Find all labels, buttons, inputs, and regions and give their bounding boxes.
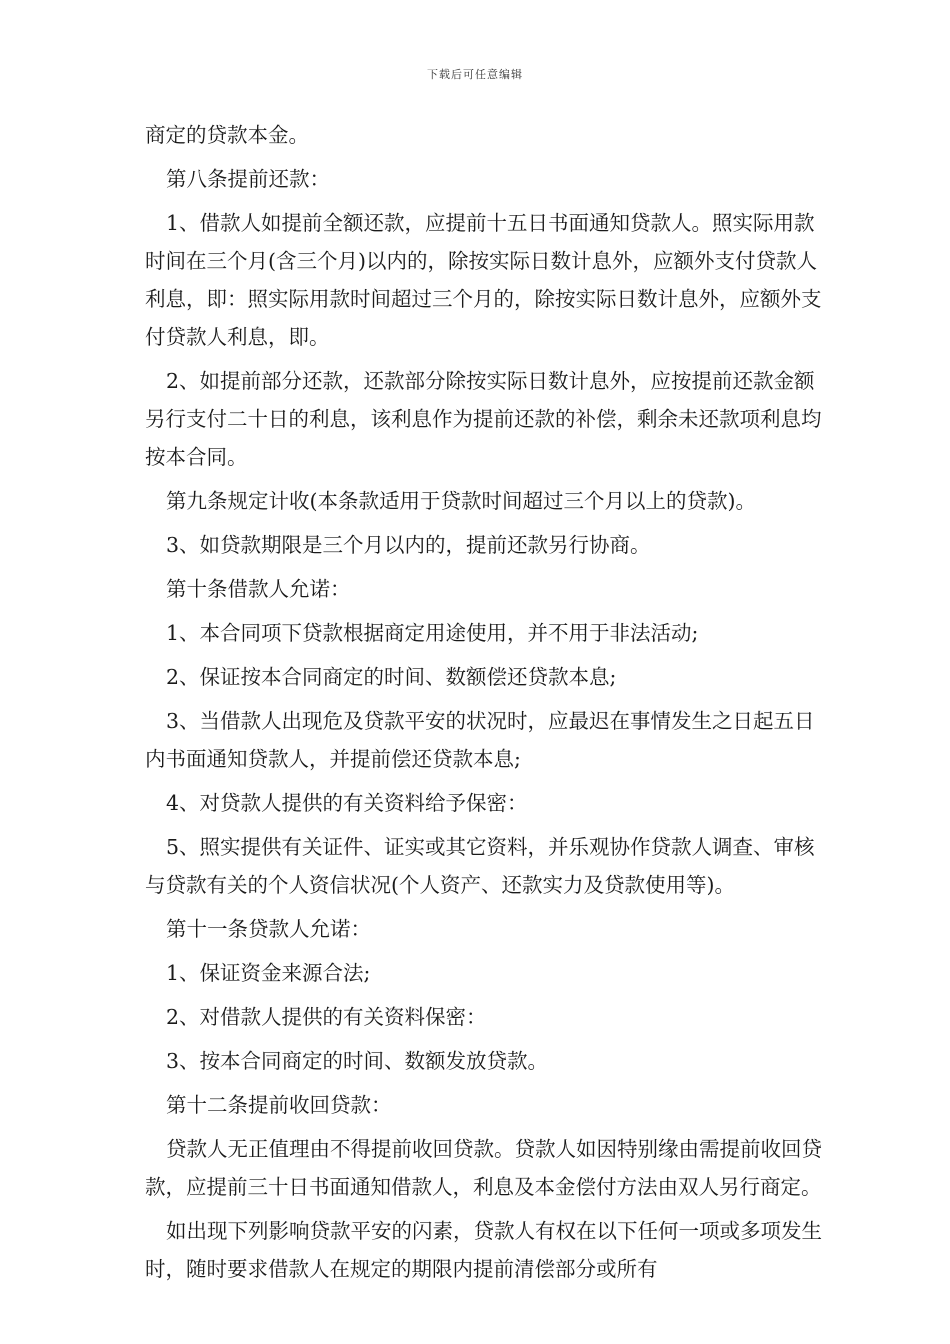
article-8-clause-1: 1、借款人如提前全额还款，应提前十五日书面通知贷款人。照实际用款时间在三个月(含三个月)以内的，除按实际日数计息外，应额外支付贷款人利息，即：照实际用款时间超过三个月的，除按实际日数计息外，应额外支付贷款人利息，即。 — [145, 211, 822, 349]
article-9-heading: 第九条规定计收(本条款适用于贷款时间超过三个月以上的贷款)。 — [166, 489, 756, 513]
article-10-clause-5: 5、照实提供有关证件、证实或其它资料，并乐观协作贷款人调查、审核与贷款有关的个人资信状况(个人资产、还款实力及贷款使用等)。 — [145, 835, 815, 897]
document-body — [145, 116, 825, 1288]
article-11-clause-2: 2、对借款人提供的有关资料保密： — [166, 1005, 487, 1029]
article-10-clause-4: 4、对贷款人提供的有关资料给予保密： — [166, 791, 528, 815]
article-8-clause-2: 2、如提前部分还款，还款部分除按实际日数计息外，应按提前还款金额另行支付二十日的利息，该利息作为提前还款的补偿，剩余未还款项利息均按本合同。 — [145, 369, 822, 469]
article-11-heading: 第十一条贷款人允诺： — [166, 917, 371, 941]
article-12-paragraph-1: 贷款人无正值理由不得提前收回贷款。贷款人如因特别缘由需提前收回贷款，应提前三十日书面通知借款人，利息及本金偿付方法由双人另行商定。 — [145, 1137, 822, 1199]
article-11-clause-3: 3、按本合同商定的时间、数额发放贷款。 — [166, 1049, 549, 1073]
article-10-clause-3: 3、当借款人出现危及贷款平安的状况时，应最迟在事情发生之日起五日内书面通知贷款人，并提前偿还贷款本息; — [145, 709, 815, 771]
article-12-paragraph-2: 如出现下列影响贷款平安的闪素，贷款人有权在以下任何一项或多项发生时，随时要求借款人在规定的期限内提前清偿部分或所有 — [145, 1219, 822, 1281]
article-9-clause-3: 3、如贷款期限是三个月以内的，提前还款另行协商。 — [166, 533, 651, 557]
article-11-clause-1: 1、保证资金来源合法; — [166, 961, 371, 985]
article-12-heading: 第十二条提前收回贷款： — [166, 1093, 392, 1117]
article-10-heading: 第十条借款人允诺： — [166, 577, 351, 601]
page-header: 下载后可任意编辑 — [427, 68, 523, 81]
article-10-clause-2: 2、保证按本合同商定的时间、数额偿还贷款本息; — [166, 665, 617, 689]
article-8-heading: 第八条提前还款： — [166, 167, 330, 191]
paragraph-continuation: 商定的贷款本金。 — [145, 123, 309, 147]
article-10-clause-1: 1、本合同项下贷款根据商定用途使用，并不用于非法活动; — [166, 621, 699, 645]
